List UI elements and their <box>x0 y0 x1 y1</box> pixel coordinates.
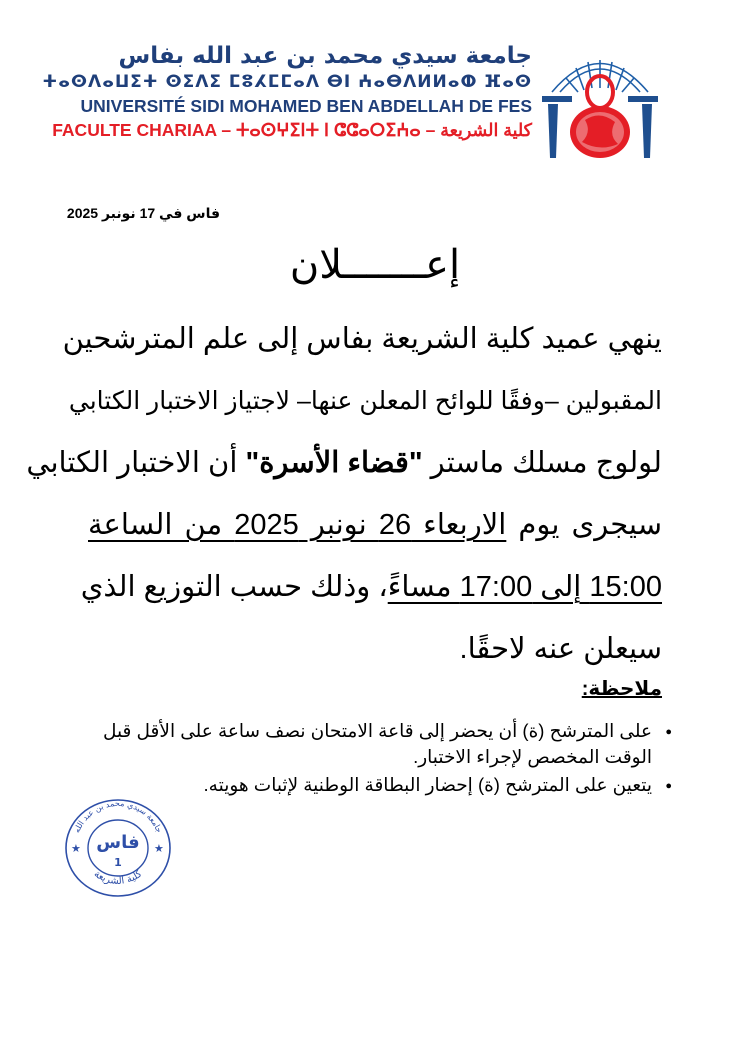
body-line-3: لولوج مسلك ماستر "قضاء الأسرة" أن الاختبار الكتابي <box>26 447 662 479</box>
university-name-french: UNIVERSITÉ SIDI MOHAMED BEN ABDELLAH DE FES <box>80 96 532 116</box>
star-icon: ★ <box>154 843 164 855</box>
stamp-outer-top: جامعة سيدي محمد بن عبد الله <box>72 798 164 835</box>
official-stamp <box>62 796 174 900</box>
note-title: ملاحظة: <box>581 678 662 700</box>
body-line-2: المقبولين –وفقًا للوائح المعلن عنها– لاجتياز الاختبار الكتابي <box>68 387 662 415</box>
letterhead-text <box>42 42 532 142</box>
note-list <box>80 718 690 800</box>
exam-date: الاربعاء 26 نونبر 2025 من الساعة <box>88 509 507 541</box>
stamp-center: فاس <box>96 832 140 853</box>
note-item: ● يتعين على المترشح (ة) إحضار البطاقة الوطنية لإثبات هويته. <box>80 772 670 798</box>
body-line-1: ينهي عميد كلية الشريعة بفاس إلى علم المترشحين <box>62 323 662 355</box>
stamp-number: 1 <box>114 856 122 869</box>
document-date: فاس في 17 نونبر 2025 <box>66 205 220 221</box>
exam-time: 15:00 إلى 17:00 مساءً <box>387 571 662 603</box>
letterhead <box>0 0 750 170</box>
body-line-5: 15:00 إلى 17:00 مساءً، وذلك حسب التوزيع الذي <box>80 571 662 603</box>
page-title: إعـــــــلان <box>289 242 461 288</box>
stamp-outer-bottom: كلية الشريعة <box>91 868 145 888</box>
university-emblem-icon <box>530 40 670 160</box>
note-item: ● على المترشح (ة) أن يحضر إلى قاعة الامتحان نصف ساعة على الأقل قبل الوقت المخصص لإجراء الاختبار. <box>80 718 670 770</box>
body-line-4: سيجرى يوم الاربعاء 26 نونبر 2025 من الساعة <box>88 509 662 541</box>
star-icon: ★ <box>71 843 81 855</box>
announcement-body <box>26 308 662 680</box>
body-line-6: سيعلن عنه لاحقًا. <box>459 633 662 665</box>
faculty-name: FACULTE CHARIAA – ⵜⴰⵙⵖⵉⵏⵜ ⵏ ⵛⵛⴰⵔⵉⵄⴰ – كلية الشريعة <box>52 120 532 140</box>
university-name-tifinagh: ⵜⴰⵙⴷⴰⵡⵉⵜ ⵙⵉⴷⵉ ⵎⵓⵃⵎⵎⴰⴷ ⴱⵏ ⵄⴰⴱⴷⵍⵍⴰⵀ ⴼⴰⵙ <box>42 72 532 92</box>
university-name-arabic: جامعة سيدي محمد بن عبد الله بفاس <box>118 43 532 69</box>
program-name: "قضاء الأسرة" <box>245 447 423 479</box>
